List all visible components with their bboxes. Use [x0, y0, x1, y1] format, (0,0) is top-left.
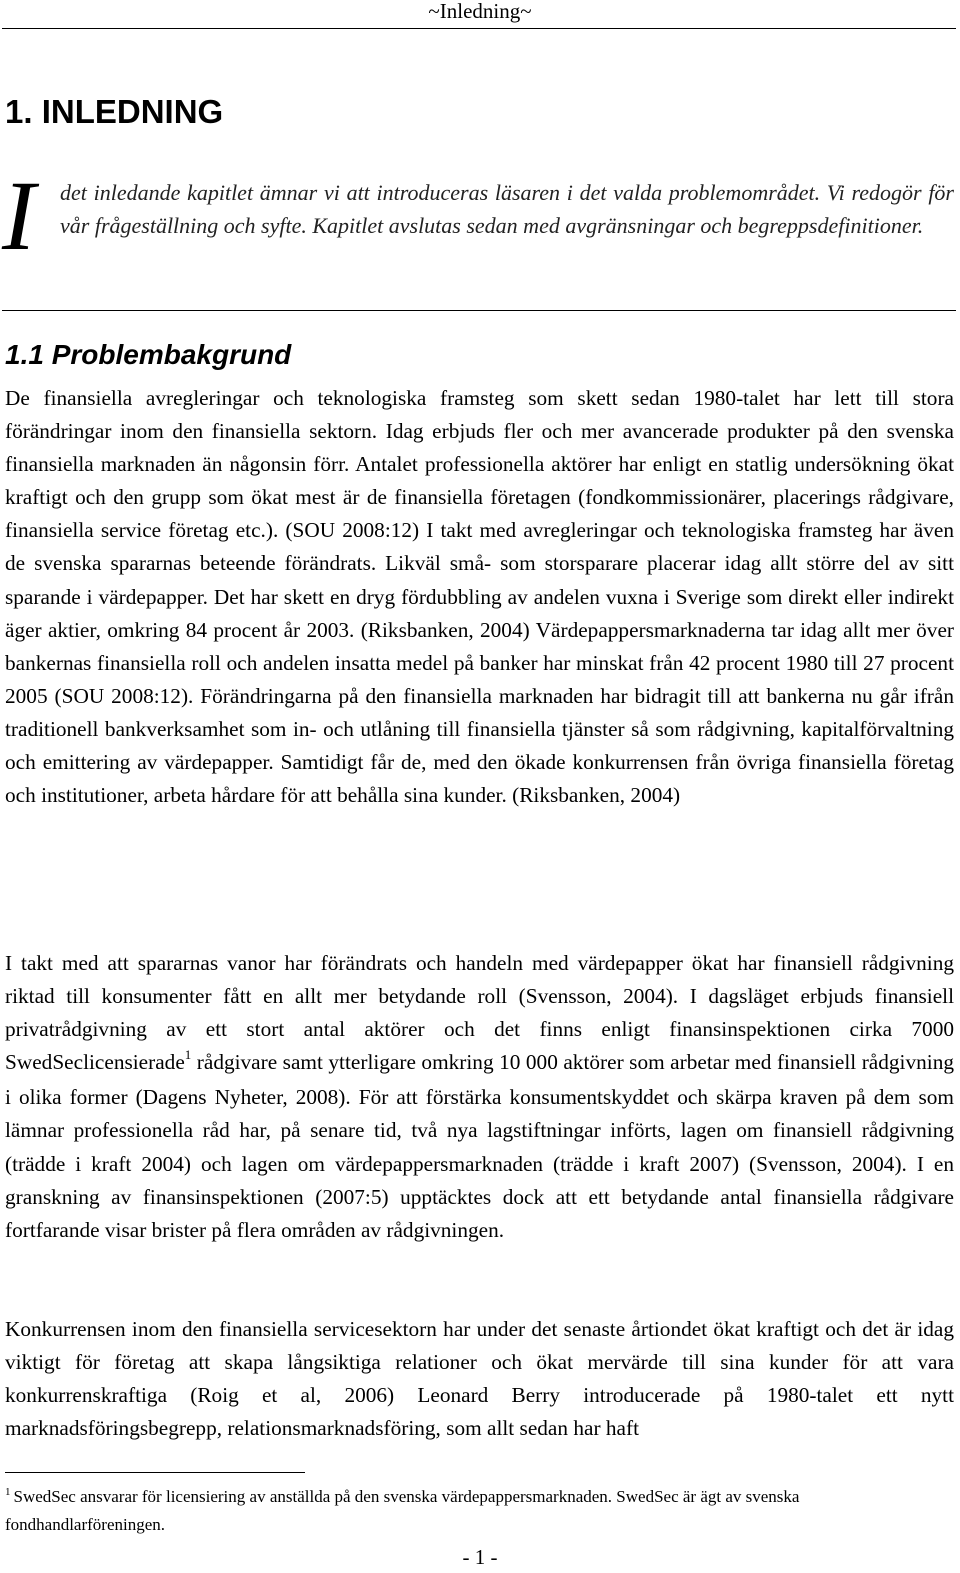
section-title: 1.1 Problembakgrund [5, 339, 292, 370]
footnote-reference[interactable]: 1 [184, 1047, 192, 1063]
body-paragraph-3: Konkurrensen inom den finansiella servicesektorn har under det senaste årtiondet ökat kraftigt och det är idag viktigt för företag att skapa långsiktiga relationer och ökat mervärde till sina kunder för att vara konkurrenskraftiga (Roig et al, 2006) Leonard Berry introducerade på 1980-talet ett nytt marknadsföringsbegrepp, relationsmarknadsföring, som allt sedan har haft [5, 1317, 954, 1441]
section-divider [2, 310, 956, 311]
footnote [5, 1484, 935, 1538]
page-number: - 1 - [462, 1545, 498, 1569]
paragraph-2-text-before-footnote: I takt med att spararnas vanor har förändrats och handeln med värdepapper ökat har finansiell rådgivning riktad till konsumenter fått en allt mer betydande roll (Svensson, 2004). I dagsläget erbjuds finansiell privatrådgivning av ett stort antal aktörer och det finns enligt finansinspektionen cirka 7000 SwedSeclicensierade [5, 951, 954, 1075]
paragraph-2-text-after-footnote: rådgivare samt ytterligare omkring 10 000 aktörer som arbetar med finansiell rådgivning i olika former (Dagens Nyheter, 2008). För att förstärka konsumentskyddet och skärpa kraven på dem som lämnar professionella råd har, på senare tid, två nya lagstiftningar införts, lagen om finansiell rådgivning (trädde i kraft 2004) och lagen om värdepappersmarknaden (trädde i kraft 2007) (Svensson, 2004). I en granskning av finansinspektionen (2007:5) upptäcktes dock att ett betydande antal finansiella rådgivare fortfarande visar brister på flera områden av rådgivningen. [5, 1050, 954, 1242]
body-paragraph-2 [5, 947, 954, 1247]
footnote-text: SwedSec ansvarar för licensiering av anställda på den svenska värdepappersmarknaden. SwedSec är ägt av svenska fondhandlarföreningen. [5, 1487, 800, 1534]
body-paragraph-1: De finansiella avregleringar och teknologiska framsteg som skett sedan 1980-talet har lett till stora förändringar inom den finansiella sektorn. Idag erbjuds fler och mer avancerade produkter på den svenska finansiella marknaden än någonsin förr. Antalet professionella aktörer har enligt en statlig undersökning ökat kraftigt och den grupp som ökat mest är de finansiella företagen (fondkommissionärer, placerings rådgivare, finansiella service företag etc.). (SOU 2008:12) I takt med avregleringar och teknologiska framsteg har även de svenska spararnas beteende förändrats. Likväl små- som storsparare placerar idag allt större del av sitt sparande i värdepapper. Det har skett en dryg fördubbling av andelen vuxna i Sverige som direkt eller indirekt äger aktier, omkring 84 procent år 2003. (Riksbanken, 2004) Värdepappersmarknaderna tar idag allt mer över bankernas finansiella roll och andelen insatta medel på banker har minskat från 42 procent 1980 till 27 procent 2005 (SOU 2008:12). Förändringarna på den finansiella marknaden har bidragit till att bankerna nu går ifrån traditionell bankverksamhet som in- och utlåning till finansiella tjänster så som rådgivning, kapitalförvaltning och emittering av värdepapper. Samtidigt får de, med den ökade konkurrensen från övriga finansiella företag och institutioner, arbeta hårdare för att behålla sina kunder. (Riksbanken, 2004) [5, 386, 954, 808]
drop-cap: I [2, 160, 36, 271]
header-divider [2, 28, 956, 29]
footnote-divider [5, 1472, 305, 1473]
footnote-mark: 1 [5, 1486, 11, 1498]
chapter-title: 1. INLEDNING [5, 93, 224, 130]
running-header: ~Inledning~ [428, 0, 532, 23]
chapter-intro: det inledande kapitlet ämnar vi att introduceras läsaren i det valda problemområdet. Vi redogör för vår frågeställning och syfte. Kapitlet avslutas sedan med avgränsningar och begreppsdefinitioner. [60, 180, 954, 238]
